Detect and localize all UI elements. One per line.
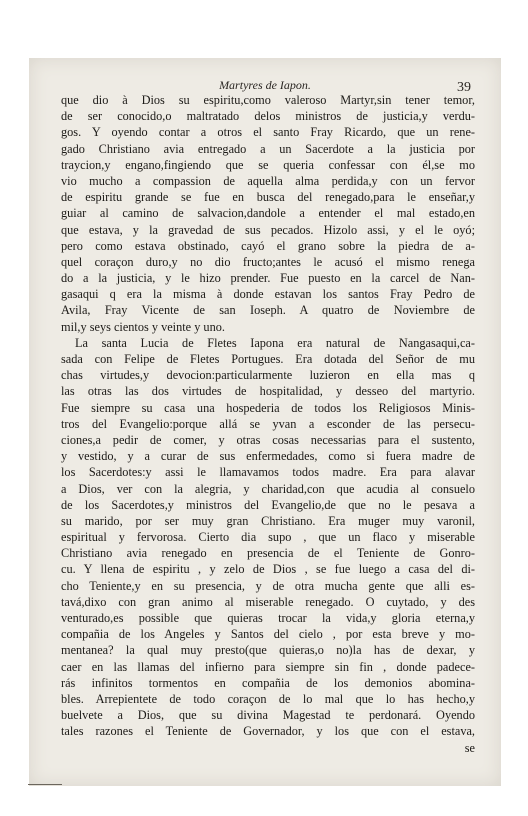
- text-line: espiritual y fervorosa. Cierto dia supo , que un flaco y miserable: [61, 530, 475, 545]
- text-line: ciones,a pedir de comer, y otras cosas necessarias para el sustento,: [61, 432, 475, 447]
- page-number: 39: [457, 80, 471, 95]
- text-line: buelvete a Dios, que su divina Magestad te perdonará. Oyendo: [61, 708, 475, 723]
- text-line: bles. Arrepientete de todo coraçon de lo mal que lo has hecho,y: [61, 691, 475, 706]
- text-line: pero como estava obstinado, cayó el grano sobre la piedra de a-: [61, 238, 475, 253]
- footer-rule: [28, 784, 62, 785]
- text-line: mil,y seys cientos y veinte y uno.: [61, 319, 225, 334]
- text-line: y vestido, y a curar de sus enfermedades, como si fuera madre de: [61, 449, 475, 464]
- text-line: las otras las dos virtudes de hospitalidad, y desseo del martyrio.: [61, 384, 475, 399]
- text-line: quel coraçon duro,y no dio fructo;antes le acusó el mismo renega: [61, 254, 475, 269]
- text-line: gasaqui q era la misma à donde estavan los santos Fray Pedro de: [61, 287, 475, 302]
- text-line: Avila, Fray Vicente de san Ioseph. A quatro de Noviembre de: [61, 303, 475, 318]
- text-line: tales razones el Teniente de Governador, y los que con el estava,: [61, 724, 475, 739]
- text-line: vio mucho a compassion de aquella alma perdida,y con un fervor: [61, 173, 475, 188]
- text-line: que dio à Dios su espiritu,como valeroso Martyr,sin tener temor,: [61, 93, 475, 107]
- text-line: gos. Y oyendo contar a otros el santo Fray Ricardo, que un rene-: [61, 125, 475, 140]
- text-line: gado Christiano avia entregado a un Sacerdote a la justicia por: [61, 141, 475, 156]
- body-text: [61, 92, 475, 756]
- text-line: Fue siempre su casa una hospederia de todos los Religiosos Minis-: [61, 400, 475, 415]
- text-line: cho Teniente,y en su presencia, y de otra mucha gente que alli es-: [61, 578, 475, 593]
- text-line: se: [464, 740, 475, 755]
- text-line: La santa Lucia de Fletes Iapona era natural de Nangasaqui,ca-: [75, 335, 475, 350]
- text-line: que estava, y la gravedad de sus pecados. Hizolo assi, y el le oyó;: [61, 222, 475, 237]
- text-line: mentanea? la qual muy presto(que quieras,o no)la has de dexar, y: [61, 643, 475, 658]
- text-line: sada con Felipe de Fletes Portugues. Era dotada del Señor de mu: [61, 352, 475, 366]
- text-line: de ser conocido,o maltratado delos ministros de justicia,y verdu-: [61, 109, 475, 124]
- running-header: Martyres de Iapon.: [219, 78, 311, 92]
- text-line: chas virtudes,y devocion:particularmente luzieron en ella mas q: [61, 368, 475, 383]
- text-line: tros del Evangelio:porque allá se yvan a esconder de las persecu-: [61, 416, 475, 431]
- text-line: traycion,y engano,fingiendo que se queria confessar con él,se mo: [61, 157, 475, 172]
- text-line: tavá,dixo con gran animo al miserable renegado. O cuytado, y des: [61, 594, 475, 609]
- text-line: rás infinitos tormentos en compañia de los demonios abomina-: [61, 675, 475, 690]
- text-line: Christiano avia renegado en presencia de el Teniente de Gonro-: [61, 546, 475, 561]
- text-line: de los Sacerdotes,y ministros del Evangelio,de que no le pesava a: [61, 497, 475, 512]
- text-line: de espiritu grande se fue en busca del renegado,para le enseñar,y: [61, 190, 475, 205]
- book-page: [29, 58, 501, 786]
- text-line: caer en las llamas del infierno para siempre sin fin , donde padece-: [61, 659, 475, 674]
- text-line: do a la justicia, y le hizo prender. Fue puesto en la carcel de Nan-: [61, 271, 475, 286]
- text-line: cu. Y llena de espiritu , y zelo de Dios , se fue luego a casa del di-: [61, 562, 475, 577]
- text-line: su marido, por ser muy gran Christiano. Era muger muy varonil,: [61, 513, 475, 528]
- text-line: los Sacerdotes:y assi le llamavamos todos madre. Era para alavar: [61, 465, 475, 480]
- text-line: compañia de los Angeles y Santos del cielo , por esta breve y mo-: [61, 627, 475, 642]
- text-line: venturado,es possible que quieras trocar la vida,y gloria eterna,y: [61, 611, 475, 625]
- text-line: a Dios, ver con la alegria, y charidad,con que acudia al consuelo: [61, 481, 475, 496]
- text-line: guiar al camino de salvacion,dandole a entender el mal estado,en: [61, 206, 475, 221]
